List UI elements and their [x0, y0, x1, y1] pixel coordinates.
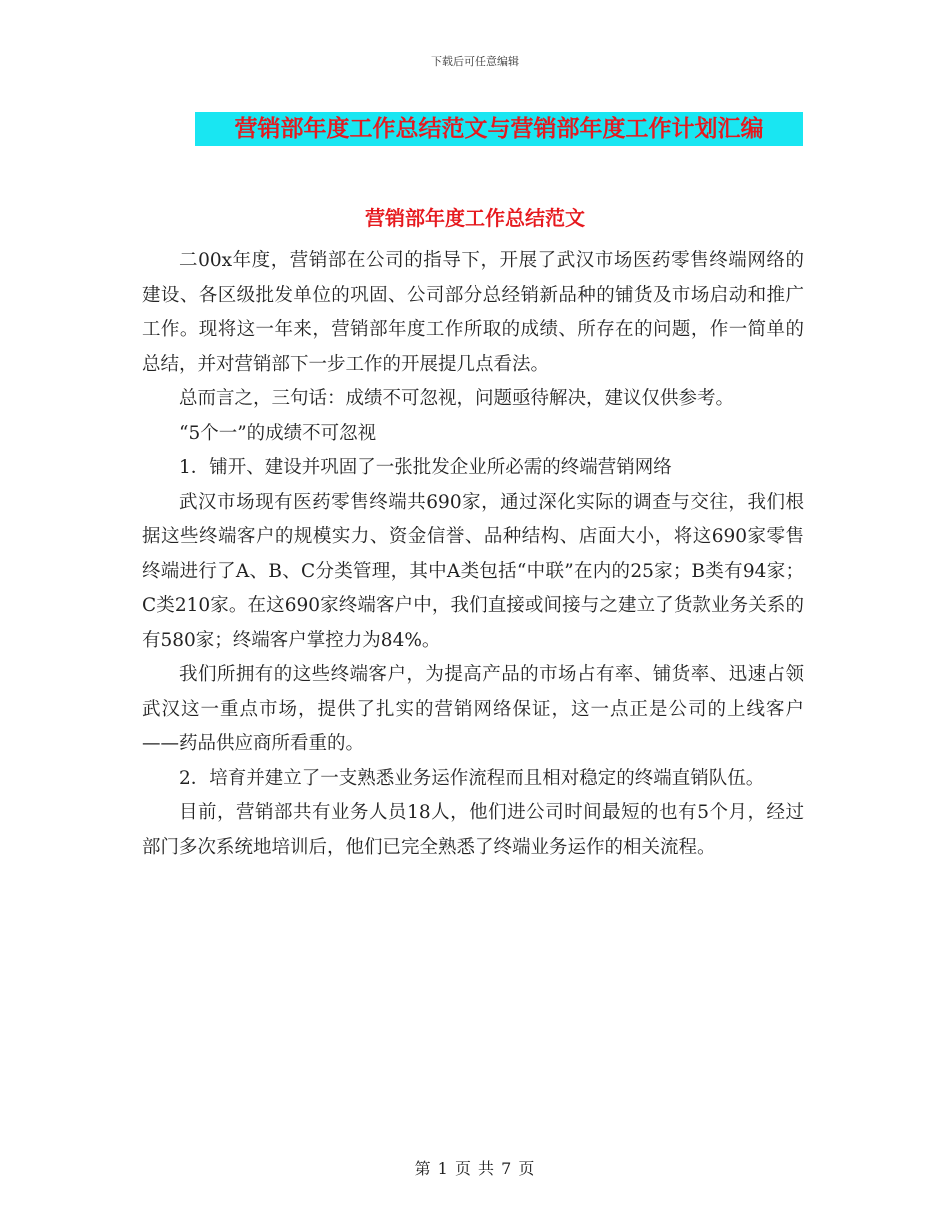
page-number: 第 1 页 共 7 页	[414, 1159, 536, 1178]
paragraph: 总而言之，三句话：成绩不可忽视，问题亟待解决，建议仅供参考。	[179, 388, 735, 409]
paragraph: 2．培育并建立了一支熟悉业务运作流程而且相对稳定的终端直销队伍。	[179, 767, 765, 789]
paragraph: 武汉市场现有医药零售终端共690家，通过深化实际的调查与交往，我们根据这些终端客户的规模实力、资金信誉、品种结构、店面大小，将这690家零售终端进行了A、B、C分类管理，其中A类包括“中联”在内的25家；B类有94家；C类210家。在这690家终端客户中，我们直接或间接与之建立了货款业务关系的有580家；终端客户掌控力为84%。	[142, 491, 804, 651]
paragraph: 目前，营销部共有业务人员18人，他们进公司时间最短的也有5个月，经过部门多次系统地培训后，他们已完全熟悉了终端业务运作的相关流程。	[142, 802, 804, 858]
paragraph: 1．铺开、建设并巩固了一张批发企业所必需的终端营销网络	[179, 457, 672, 478]
paragraph: 二00x年度，营销部在公司的指导下，开展了武汉市场医药零售终端网络的建设、各区级批发单位的巩固、公司部分总经销新品种的铺货及市场启动和推广工作。现将这一年来，营销部年度工作所取的成绩、所存在的问题，作一简单的总结，并对营销部下一步工作的开展提几点看法。	[142, 250, 804, 375]
header-note: 下载后可任意编辑	[431, 55, 519, 68]
section-title: 营销部年度工作总结范文	[365, 206, 585, 230]
paragraph: “5个一”的成绩不可忽视	[179, 422, 377, 444]
document-title: 营销部年度工作总结范文与营销部年度工作计划汇编	[195, 112, 803, 146]
document-body	[142, 244, 804, 865]
paragraph: 我们所拥有的这些终端客户，为提高产品的市场占有率、铺货率、迅速占领武汉这一重点市场，提供了扎实的营销网络保证，这一点正是公司的上线客户——药品供应商所看重的。	[142, 664, 804, 754]
